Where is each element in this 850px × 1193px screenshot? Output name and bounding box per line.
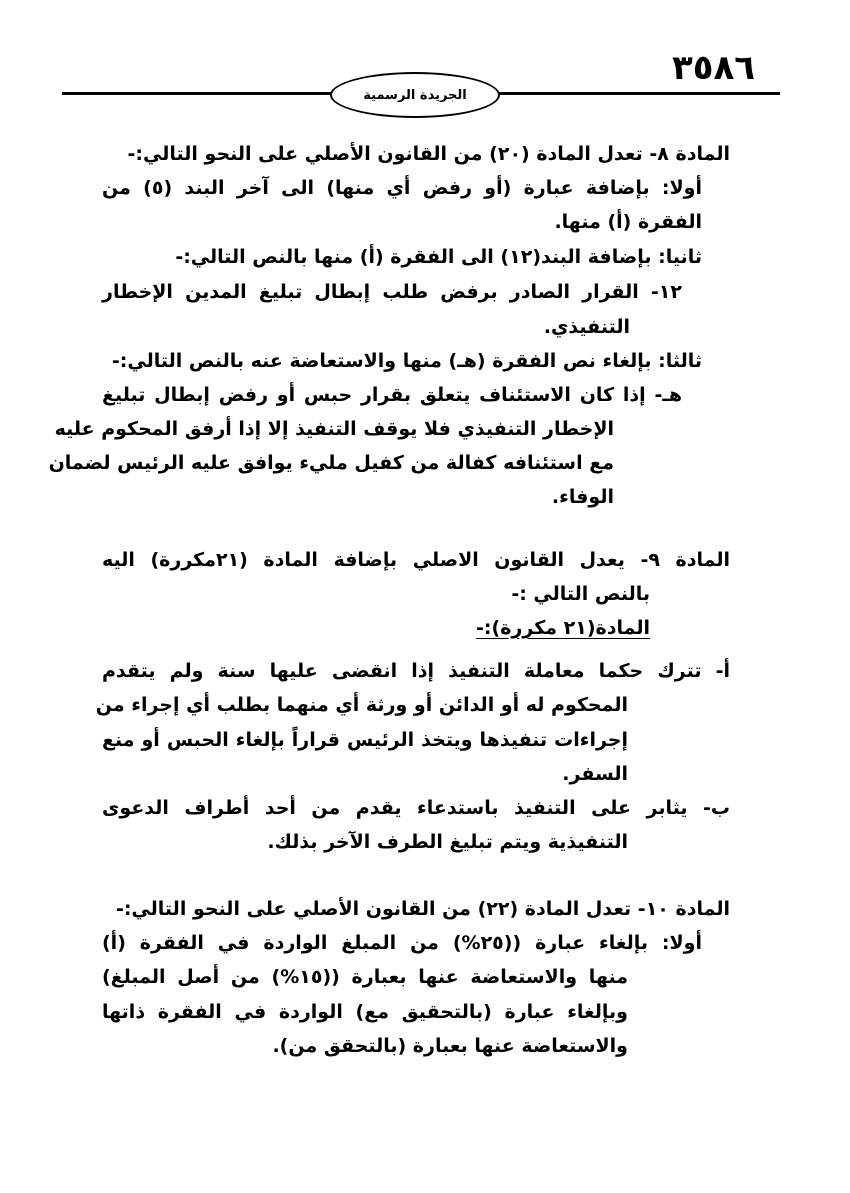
article8-h-line4: الوفاء. xyxy=(551,486,614,508)
article8-first-line1: أولا: بإضافة عبارة (أو رفض أي منها) الى آخر البند (٥) من xyxy=(102,177,702,199)
article9-a-line4: السفر. xyxy=(562,763,628,785)
page-number: ٣٥٨٦ xyxy=(672,48,756,88)
article9-heading-line1: المادة ٩- يعدل القانون الاصلي بإضافة المادة (٢١مكررة) اليه xyxy=(102,549,730,571)
article8-third: ثالثا: بإلغاء نص الفقرة (هـ) منها والاستعاضة عنه بالنص التالي:- xyxy=(111,350,702,372)
article8-item12-line1: ١٢- القرار الصادر برفض طلب إبطال تبليغ المدين الإخطار xyxy=(102,281,682,303)
article8-heading: المادة ٨- تعدل المادة (٢٠) من القانون الأصلي على النحو التالي:- xyxy=(127,143,730,165)
article10-first-line1: أولا: بإلغاء عبارة ((٢٥%) من المبلغ الواردة في الفقرة (أ) xyxy=(102,932,702,954)
article10-first-line4: والاستعاضة عنها بعبارة (بالتحقق من). xyxy=(272,1035,628,1057)
article8-h-line1: هـ- إذا كان الاستئناف يتعلق بقرار حبس أو رفض إبطال تبليغ xyxy=(102,384,682,406)
article8-h-line3: مع استئنافه كفالة من كفيل مليء يوافق عليه الرئيس لضمان xyxy=(48,452,614,474)
article10-first-line3: وبإلغاء عبارة (بالتحقيق مع) الواردة في الفقرة ذاتها xyxy=(102,1001,628,1023)
article9-heading-line2: بالنص التالي :- xyxy=(511,583,650,605)
article9-subheading: المادة(٢١ مكررة):- xyxy=(476,617,650,639)
article8-item12-line2: التنفيذي. xyxy=(543,316,630,338)
article9-a-line1: أ- تترك حكما معاملة التنفيذ إذا انقضى عليها سنة ولم يتقدم xyxy=(102,660,730,682)
article8-h-line2: الإخطار التنفيذي فلا يوقف التنفيذ إلا إذا أرفق المحكوم عليه xyxy=(54,418,614,440)
article8-second: ثانيا: بإضافة البند(١٢) الى الفقرة (أ) منها بالنص التالي:- xyxy=(175,246,702,268)
gazette-title: الجريدة الرسمية xyxy=(330,72,500,118)
article10-heading: المادة ١٠- تعدل المادة (٢٢) من القانون الأصلي على النحو التالي:- xyxy=(115,898,730,920)
article9-a-line3: إجراءات تنفيذها ويتخذ الرئيس قراراً بإلغاء الحبس أو منع xyxy=(102,729,628,751)
article9-a-line2: المحكوم له أو الدائن أو ورثة أي منهما بطلب أي إجراء من xyxy=(95,694,628,716)
article10-first-line2: منها والاستعاضة عنها بعبارة ((١٥%) من أصل المبلغ) xyxy=(102,966,628,988)
article9-b-line1: ب- يثابر على التنفيذ باستدعاء يقدم من أحد أطراف الدعوى xyxy=(102,797,730,819)
article9-b-line2: التنفيذية ويتم تبليغ الطرف الآخر بذلك. xyxy=(267,831,628,853)
article8-first-line2: الفقرة (أ) منها. xyxy=(554,211,702,233)
